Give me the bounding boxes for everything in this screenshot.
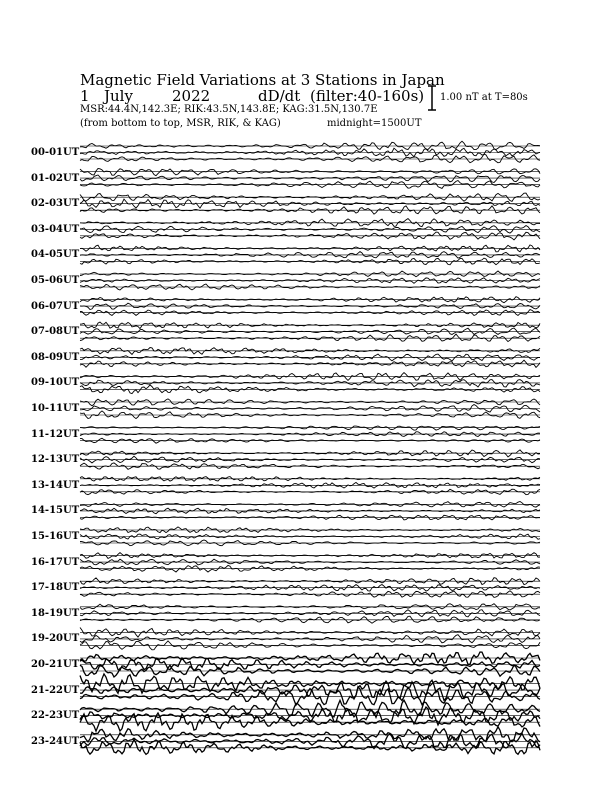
hour-label: 18-19UT: [31, 607, 80, 619]
hour-label: 01-02UT: [31, 172, 80, 184]
hour-label: 22-23UT: [31, 710, 80, 722]
hour-label: 21-22UT: [31, 684, 80, 696]
trace-msr: [80, 154, 540, 163]
hour-label: 03-04UT: [31, 223, 80, 235]
hour-label: 20-21UT: [31, 659, 80, 670]
hour-label: 19-20UT: [31, 633, 80, 645]
scale-bar: [428, 86, 436, 110]
trace-msr: [80, 334, 540, 341]
hour-label: 09-10UT: [31, 377, 80, 389]
trace-rik: [80, 175, 540, 183]
hour-label: 00-01UT: [31, 147, 80, 158]
hour-label: 16-17UT: [31, 556, 80, 568]
hour-label: 10-11UT: [31, 403, 80, 414]
trace-kag: [80, 169, 540, 176]
trace-msr: [80, 565, 540, 572]
hour-label: 07-08UT: [31, 326, 80, 338]
hour-label: 12-13UT: [31, 454, 80, 466]
station-order-note: (from bottom to top, MSR, RIK, & KAG): [80, 118, 281, 129]
hour-label: 23-24UT: [31, 735, 80, 747]
hour-label: 05-06UT: [31, 275, 80, 286]
hour-label: 08-09UT: [31, 351, 80, 363]
hour-label: 06-07UT: [31, 300, 80, 312]
date-year: 2022: [172, 87, 211, 105]
date-month: July: [104, 87, 133, 105]
stations-coordinates: MSR:44.4N,142.3E; RIK:43.5N,143.8E; KAG:31.5N,130.7E: [80, 104, 378, 115]
quantity-label: dD/dt: [258, 87, 301, 105]
hour-label: 04-05UT: [31, 249, 80, 261]
trace-msr: [80, 740, 540, 755]
trace-rik: [80, 328, 540, 334]
trace-kag: [80, 426, 540, 430]
chart-title: Magnetic Field Variations at 3 Stations in Japan: [80, 71, 445, 89]
hour-label: 14-15UT: [31, 505, 80, 517]
trace-kag: [80, 727, 540, 742]
scale-bar-label: 1.00 nT at T=80s: [440, 92, 528, 103]
hour-label: 13-14UT: [31, 479, 80, 491]
traces: [80, 141, 540, 754]
hour-label: 11-12UT: [31, 428, 80, 440]
trace-msr: [80, 687, 540, 705]
filter-label: (filter:40-160s): [310, 87, 425, 105]
hour-label: 17-18UT: [31, 582, 80, 594]
hour-label: 15-16UT: [31, 531, 80, 542]
date-day: 1: [80, 87, 90, 105]
trace-kag: [80, 141, 540, 149]
hour-label: 02-03UT: [31, 198, 80, 210]
midnight-note: midnight=1500UT: [327, 118, 422, 129]
